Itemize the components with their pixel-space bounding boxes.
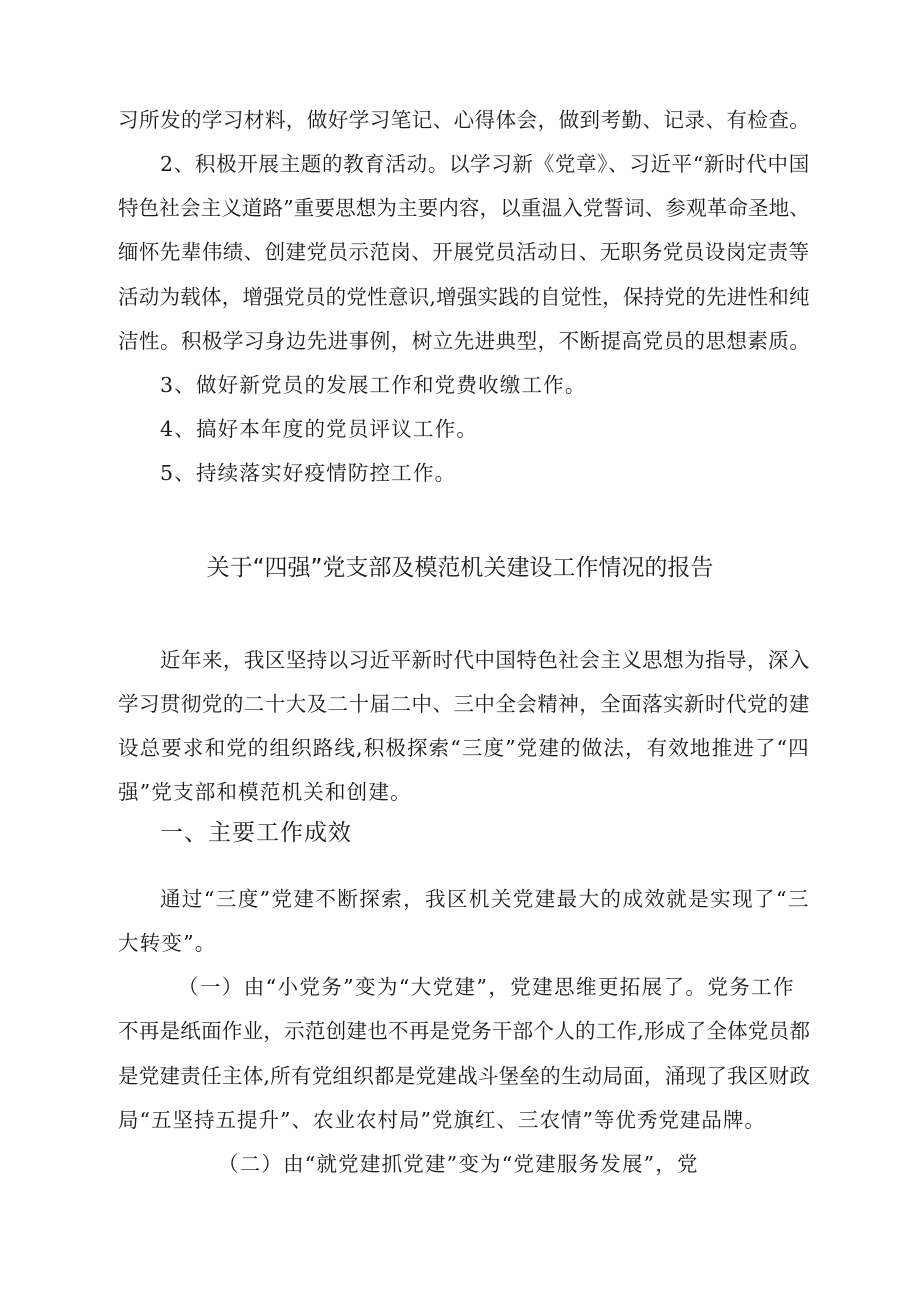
paragraph-line: 通过“三度”党建不断探索，我区机关党建最大的成效就是实现了“三 [160, 887, 810, 911]
paragraph-line: 强”党支部和模范机关和创建。 [118, 780, 412, 804]
paragraph-line: 局“五坚持五提升”、农业农村局”党旗红、三农情”等优秀党建品牌。 [118, 1108, 766, 1132]
paragraph-line: 大转变”。 [118, 931, 217, 955]
paragraph-line: 不再是纸面作业，示范创建也不再是党务干部个人的工作,形成了全体党员都 [118, 1019, 811, 1043]
list-item-line: 2、积极开展主题的教育活动。以学习新《党章》、习近平“新时代中国 [160, 152, 810, 176]
list-item-line: 5、持续落实好疫情防控工作。 [160, 461, 457, 485]
report-title: 关于“四强”党支部及模范机关建设工作情况的报告 [206, 555, 714, 581]
section-heading: 一、主要工作成效 [160, 820, 352, 846]
paragraph-line: 洁性。积极学习身边先进事例，树立先进典型，不断提高党员的思想素质。 [118, 329, 811, 353]
paragraph-line: 缅怀先辈伟绩、创建党员示范岗、开展党员活动日、无职务党员设岗定责等 [118, 240, 810, 264]
paragraph-line: 特色社会主义道路”重要思想为主要内容，以重温入党誓词、参观革命圣地、 [118, 196, 810, 220]
list-item-line: 4、搞好本年度的党员评议工作。 [160, 417, 479, 441]
paragraph-line: 学习贯彻党的二十大及二十届二中、三中全会精神，全面落实新时代党的建 [118, 692, 810, 716]
paragraph-line: 活动为载体，增强党员的党性意识,增强实践的自觉性，保持党的先进性和纯 [118, 285, 810, 309]
list-item-line: 3、做好新党员的发展工作和党费收缴工作。 [160, 373, 587, 397]
paragraph-line: 近年来，我区坚持以习近平新时代中国特色社会主义思想为指导，深入 [160, 648, 810, 672]
paragraph-line: 习所发的学习材料，做好学习笔记、心得体会，做到考勤、记录、有检查。 [118, 108, 811, 132]
paragraph-line: 是党建责任主体,所有党组织都是党建战斗堡垒的生动局面，涌现了我区财政 [118, 1064, 811, 1088]
subsection-line: （二）由“就党建抓党建”变为“党建服务发展”，党 [218, 1152, 699, 1176]
subsection-line: （一）由“小党务”变为“大党建”，党建思维更拓展了。党务工作 [178, 975, 795, 999]
paragraph-line: 设总要求和党的组织路线,积极探索“三度”党建的做法，有效地推进了“四 [118, 736, 810, 760]
